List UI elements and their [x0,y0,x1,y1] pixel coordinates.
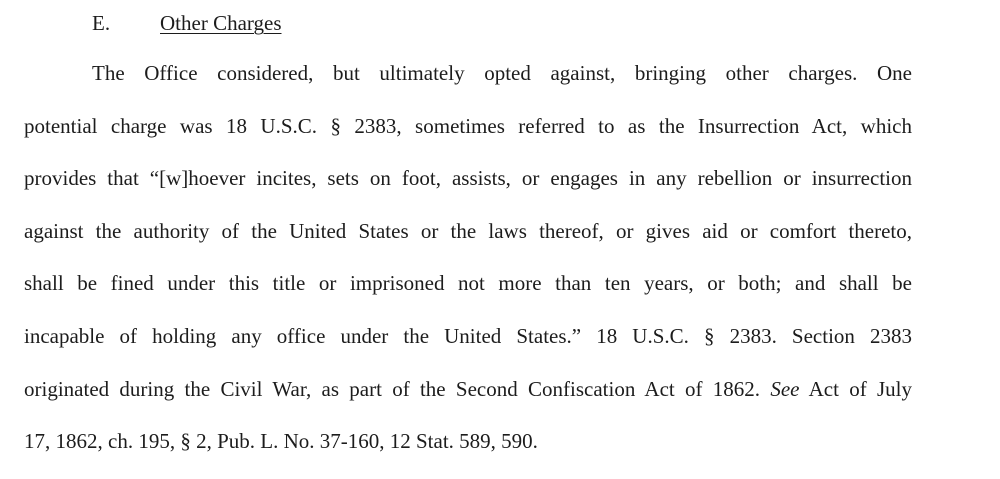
body-paragraph [24,58,912,479]
section-letter: E. [92,11,111,35]
line-7-text: originated during the Civil War, as part of the Second Confiscation Act of 1862. [24,376,761,401]
paragraph-line-1: The Office considered, but ultimately opted against, bringing other charges. One [92,61,912,85]
paragraph-line-8: 17, 1862, ch. 195, § 2, Pub. L. No. 37-160, 12 Stat. 589, 590. [24,429,538,454]
paragraph-line-2: potential charge was 18 U.S.C. § 2383, sometimes referred to as the Insurrection Act, which [24,113,912,138]
section-title: Other Charges [160,11,282,35]
paragraph-line-3: provides that “[w]hoever incites, sets on foot, assists, or engages in any rebellion or insurrection [24,166,912,191]
paragraph-line-6: incapable of holding any office under the United States.” 18 U.S.C. § 2383. Section 2383 [24,323,912,348]
paragraph-line-5: shall be fined under this title or imprisoned not more than ten years, or both; and shall be [24,271,912,296]
paragraph-line-7 [24,374,912,427]
section-heading [92,8,282,38]
see-signal: See [770,376,800,401]
line-7-tail: Act of July [808,376,913,401]
paragraph-line-4: against the authority of the United States or the laws thereof, or gives aid or comfort thereto, [24,218,912,243]
